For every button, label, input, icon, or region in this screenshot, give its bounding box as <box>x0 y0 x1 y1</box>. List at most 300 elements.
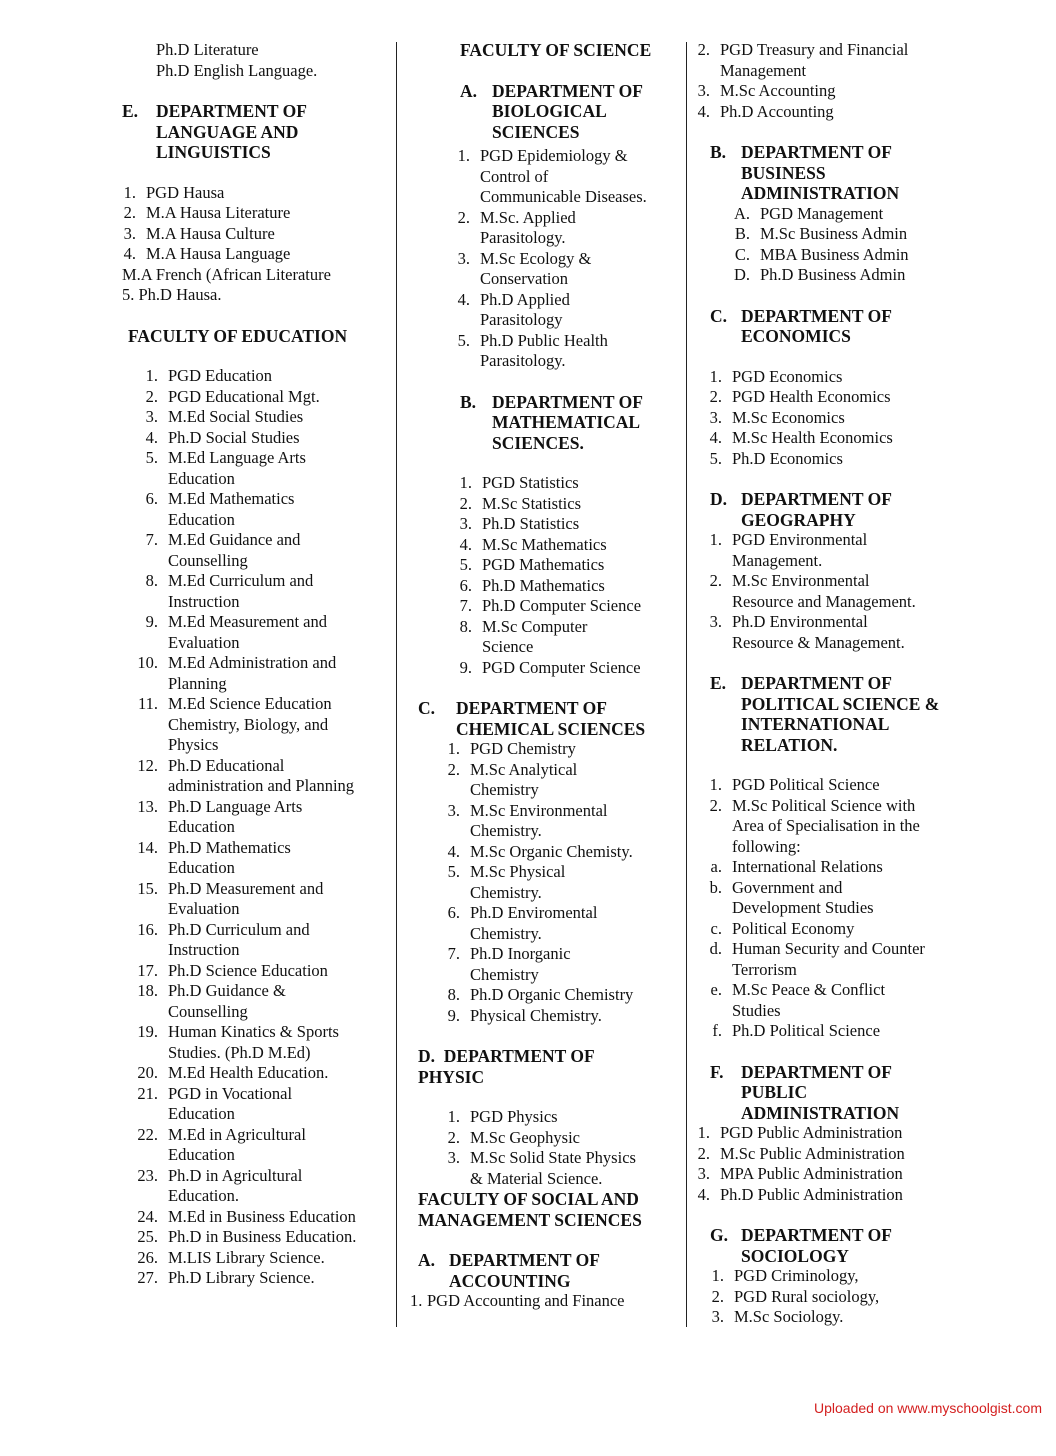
item-text: Political Economy <box>732 918 855 938</box>
item-text: M.Ed Language Arts Education <box>168 448 306 488</box>
column-divider-left <box>396 42 397 1327</box>
list-item <box>410 1128 675 1149</box>
item-number: 3. <box>709 612 722 631</box>
item-number: 1. <box>457 146 470 165</box>
list-item <box>122 183 387 204</box>
list-item <box>410 535 675 556</box>
list-item <box>696 1021 966 1042</box>
item-text: M.Ed in Business Education <box>168 1206 356 1226</box>
item-number: 4. <box>697 101 710 121</box>
item-number: 5. <box>145 448 158 467</box>
intro-line: Ph.D English Language. <box>156 60 318 80</box>
item-text: M.Sc Environmental Resource and Management. <box>732 571 916 611</box>
item-number: 5. <box>447 862 460 881</box>
item-number: 4. <box>123 244 136 263</box>
physic-program-list <box>410 1107 675 1189</box>
item-text: PGD Educational Mgt. <box>168 386 320 406</box>
list-item <box>410 944 675 985</box>
item-number: D. <box>733 265 750 284</box>
item-number: 1. <box>697 1123 710 1142</box>
item-number: 2. <box>709 387 722 406</box>
item-text: PGD Epidemiology & Control of Communicable Diseases. <box>480 146 647 206</box>
item-number: 3. <box>711 1307 724 1326</box>
list-item <box>696 224 966 245</box>
item-number: 2. <box>711 1286 724 1306</box>
list-item <box>410 494 675 515</box>
list-item <box>696 265 966 286</box>
list-item <box>122 981 387 1022</box>
item-text: Ph.D Mathematics Education <box>168 837 291 877</box>
item-number: 9. <box>459 657 472 677</box>
item-number: 3. <box>459 514 472 533</box>
item-number: 1. <box>447 739 460 758</box>
list-item <box>122 489 387 530</box>
list-item <box>122 920 387 961</box>
item-text: Ph.D in Business Education. <box>168 1227 357 1246</box>
public-admin-program-list <box>696 1123 966 1205</box>
item-text: M.Sc Organic Chemisty. <box>470 841 633 861</box>
list-item <box>410 842 675 863</box>
item-number: 1. <box>410 1291 423 1310</box>
list-item <box>410 473 675 494</box>
item-text: PGD Physics <box>470 1107 558 1126</box>
item-text: Ph.D Educational administration and Planning <box>168 755 355 795</box>
list-item <box>696 1123 966 1144</box>
intro-line: Ph.D Literature <box>156 40 259 59</box>
item-number: 2. <box>447 1127 460 1147</box>
list-item <box>696 408 966 429</box>
list-item <box>410 739 675 760</box>
dept-economics-heading: C. DEPARTMENT OF ECONOMICS <box>710 305 892 346</box>
political-science-program-list <box>696 775 966 1042</box>
item-text: M.Ed Curriculum and Instruction <box>168 571 314 611</box>
list-item <box>410 146 675 208</box>
item-number: 21. <box>137 1083 158 1103</box>
item-text: Ph.D Public Health Parasitology. <box>480 330 608 370</box>
column-3 <box>696 40 966 1328</box>
item-number: 2. <box>145 386 158 406</box>
item-number: 23. <box>137 1165 158 1185</box>
list-item: M.A French (African Literature <box>122 264 331 284</box>
list-item <box>122 612 387 653</box>
item-number: 4. <box>457 289 470 309</box>
item-number: 16. <box>137 919 158 939</box>
item-number: 4. <box>709 428 722 447</box>
list-item <box>122 571 387 612</box>
item-number: 5. <box>459 555 472 574</box>
list-item <box>696 367 966 388</box>
item-text: M.Ed Science Education Chemistry, Biology, and Physics <box>168 694 332 754</box>
item-text: Ph.D Environmental Resource & Management. <box>732 612 905 652</box>
chemical-program-list <box>410 739 675 1026</box>
item-text: M.Sc Accounting <box>720 81 836 100</box>
faculty-social-management-heading: FACULTY OF SOCIAL AND MANAGEMENT SCIENCES <box>418 1189 642 1230</box>
biological-program-list <box>410 146 675 372</box>
list-item <box>696 204 966 225</box>
item-text: Ph.D Business Admin <box>760 265 906 284</box>
item-text: M.Ed in Agricultural Education <box>168 1124 306 1164</box>
item-number: 19. <box>137 1022 158 1041</box>
item-text: M.Sc Mathematics <box>482 534 607 554</box>
list-item <box>696 878 966 919</box>
list-item <box>410 617 675 658</box>
item-text: Human Kinatics & Sports Studies. (Ph.D M.Ed) <box>168 1022 339 1062</box>
item-number: 6. <box>459 575 472 595</box>
dept-public-admin-heading: F. DEPARTMENT OF PUBLIC ADMINISTRATION <box>710 1061 900 1123</box>
item-number: 22. <box>137 1124 158 1144</box>
item-text: PGD Economics <box>732 366 843 386</box>
item-text: PGD Rural sociology, <box>734 1286 880 1306</box>
item-number: 3. <box>123 223 136 243</box>
item-text: Ph.D Social Studies <box>168 427 300 447</box>
column-divider-right <box>686 42 687 1327</box>
item-text: M.Sc Ecology & Conservation <box>480 248 592 288</box>
item-number: 4. <box>447 841 460 861</box>
item-text: M.Ed Guidance and Counselling <box>168 530 301 570</box>
intro-block <box>122 40 387 81</box>
item-number: 6. <box>447 903 460 922</box>
item-number: 1. <box>709 366 722 386</box>
mathematical-program-list <box>410 473 675 678</box>
dept-geography-heading: D. DEPARTMENT OF GEOGRAPHY <box>710 489 892 530</box>
item-number: 27. <box>137 1268 158 1287</box>
list-item <box>696 939 966 980</box>
item-number: 1. <box>145 366 158 385</box>
item-text: Ph.D Organic Chemistry <box>470 985 634 1004</box>
item-number: 4. <box>697 1184 710 1204</box>
item-text: Ph.D Curriculum and Instruction <box>168 919 310 959</box>
item-number: 2. <box>447 759 460 779</box>
item-number: 1. <box>709 775 722 794</box>
list-item <box>122 1166 387 1207</box>
dept-mathematical-heading: B. DEPARTMENT OF MATHEMATICAL SCIENCES. <box>460 391 643 453</box>
list-item <box>122 407 387 428</box>
list-item <box>696 796 966 858</box>
list-item <box>696 428 966 449</box>
accounting-program-list-continued <box>696 40 966 122</box>
item-text: M.Sc Physical Chemistry. <box>470 862 566 902</box>
list-item <box>122 448 387 489</box>
upload-credit: Uploaded on www.myschoolgist.com <box>814 1400 1042 1416</box>
list-item <box>696 102 966 123</box>
item-number: 8. <box>145 571 158 590</box>
item-text: Ph.D Statistics <box>482 514 580 533</box>
item-number: 2. <box>457 207 470 227</box>
list-item <box>410 658 675 679</box>
list-item <box>122 961 387 982</box>
list-item <box>410 1107 675 1128</box>
list-item <box>122 879 387 920</box>
item-text: PGD Public Administration <box>720 1123 903 1142</box>
item-text: Ph.D Applied Parasitology <box>480 289 570 329</box>
item-text: Ph.D Language Arts Education <box>168 796 303 836</box>
list-item <box>122 797 387 838</box>
item-text: M.Ed Health Education. <box>168 1063 329 1082</box>
item-number: 7. <box>459 596 472 615</box>
dept-business-admin-heading: B. DEPARTMENT OF BUSINESS ADMINISTRATION <box>710 142 900 203</box>
list-item <box>696 1185 966 1206</box>
item-number: 4. <box>145 427 158 447</box>
list-item <box>696 980 966 1021</box>
item-text: MBA Business Admin <box>760 244 909 264</box>
geography-program-list <box>696 530 966 653</box>
item-number: 5. <box>457 330 470 350</box>
faculty-science-heading: FACULTY OF SCIENCE <box>460 40 652 60</box>
list-item <box>696 775 966 796</box>
list-item <box>696 1266 966 1287</box>
item-text: M.Sc Economics <box>732 407 845 427</box>
list-item <box>122 653 387 694</box>
item-text: PGD Hausa <box>146 182 225 202</box>
item-number: 3. <box>457 248 470 268</box>
item-number: 26. <box>137 1247 158 1267</box>
item-number: a. <box>710 857 722 876</box>
item-number: 6. <box>145 489 158 508</box>
item-text: Ph.D Economics <box>732 448 843 468</box>
item-number: 13. <box>137 796 158 816</box>
item-text: PGD Management <box>760 203 884 223</box>
list-item <box>696 530 966 571</box>
item-number: 2. <box>697 40 710 59</box>
item-number: 5. <box>709 448 722 468</box>
list-item <box>696 1287 966 1308</box>
item-number: d. <box>709 939 722 958</box>
item-text: PGD Statistics <box>482 473 579 492</box>
item-number: 12. <box>137 755 158 775</box>
dept-accounting-heading: A. DEPARTMENT OF ACCOUNTING <box>418 1250 600 1291</box>
list-item <box>122 1063 387 1084</box>
item-number: 1. <box>711 1266 724 1285</box>
item-text: PGD Mathematics <box>482 555 605 574</box>
list-item <box>122 428 387 449</box>
list-item <box>410 903 675 944</box>
list-item <box>410 1148 675 1189</box>
item-number: 24. <box>137 1206 158 1226</box>
item-text: M.Sc Business Admin <box>760 224 908 243</box>
list-item <box>410 862 675 903</box>
list-item <box>122 366 387 387</box>
dept-chemical-heading: C. DEPARTMENT OF CHEMICAL SCIENCES <box>418 698 646 739</box>
item-text: Ph.D Enviromental Chemistry. <box>470 903 598 943</box>
item-number: A. <box>733 203 750 223</box>
item-number: 17. <box>137 960 158 980</box>
item-number: 3. <box>447 800 460 820</box>
item-text: M.Ed Social Studies <box>168 407 304 426</box>
list-item <box>696 612 966 653</box>
item-number: 9. <box>145 612 158 631</box>
item-number: 4. <box>459 534 472 554</box>
item-text: MPA Public Administration <box>720 1164 903 1183</box>
item-text: M.Sc Environmental Chemistry. <box>470 800 608 840</box>
dept-language-linguistics-heading: E. DEPARTMENT OF LANGUAGE AND LINGUISTICS <box>122 101 307 162</box>
list-item <box>410 760 675 801</box>
item-text: M.Ed Measurement and Evaluation <box>168 612 327 652</box>
item-number: C. <box>734 244 750 264</box>
item-text: M.Sc Sociology. <box>734 1307 844 1326</box>
item-number: 3. <box>697 1164 710 1183</box>
item-number: 10. <box>137 653 158 672</box>
item-number: 25. <box>137 1227 158 1246</box>
list-item <box>122 244 387 265</box>
list-item <box>410 1291 675 1312</box>
item-text: Ph.D Inorganic Chemistry <box>470 944 571 984</box>
item-text: PGD Accounting and Finance <box>427 1291 625 1310</box>
item-text: M.Sc Analytical Chemistry <box>470 759 578 799</box>
list-item <box>410 801 675 842</box>
item-text: M.A Hausa Literature <box>146 203 291 222</box>
item-text: PGD Political Science <box>732 775 880 794</box>
item-text: PGD Criminology, <box>734 1266 859 1285</box>
item-text: Physical Chemistry. <box>470 1005 602 1025</box>
list-item <box>410 331 675 372</box>
list-item <box>122 530 387 571</box>
list-item <box>122 1125 387 1166</box>
list-item <box>122 838 387 879</box>
item-text: Ph.D Mathematics <box>482 575 605 595</box>
item-text: M.Sc. Applied Parasitology. <box>480 207 576 247</box>
item-text: M.Sc Peace & Conflict Studies <box>732 980 886 1020</box>
item-text: Ph.D Computer Science <box>482 596 642 615</box>
list-item <box>410 576 675 597</box>
list-item <box>696 245 966 266</box>
item-number: 1. <box>459 473 472 492</box>
list-item <box>122 1084 387 1125</box>
dept-sociology-heading: G. DEPARTMENT OF SOCIOLOGY <box>710 1225 892 1266</box>
item-number: B. <box>734 224 750 243</box>
list-item <box>410 290 675 331</box>
item-number: 3. <box>709 407 722 427</box>
list-item <box>122 1248 387 1269</box>
list-item <box>696 857 966 878</box>
item-number: 2. <box>123 203 136 222</box>
item-text: M.Sc Political Science with Area of Specialisation in the following: <box>732 795 920 856</box>
economics-program-list <box>696 367 966 470</box>
item-number: 7. <box>145 530 158 549</box>
item-number: e. <box>710 980 722 999</box>
list-item <box>696 40 966 81</box>
list-item <box>410 596 675 617</box>
item-text: M.Sc Statistics <box>482 493 582 513</box>
item-text: Ph.D Science Education <box>168 960 328 980</box>
list-item <box>410 249 675 290</box>
item-number: 9. <box>447 1005 460 1025</box>
list-item <box>122 756 387 797</box>
education-program-list <box>122 366 387 1289</box>
item-text: Ph.D in Agricultural Education. <box>168 1165 303 1205</box>
list-item: 5. Ph.D Hausa. <box>122 285 222 304</box>
list-item <box>122 1207 387 1228</box>
accounting-program-list <box>410 1291 675 1312</box>
item-text: International Relations <box>732 857 883 876</box>
business-program-list <box>696 204 966 286</box>
list-item <box>122 694 387 756</box>
item-number: 11. <box>137 694 158 713</box>
item-text: M.Sc Public Administration <box>720 1143 905 1163</box>
item-text: PGD Chemistry <box>470 739 576 758</box>
sociology-program-list <box>696 1266 966 1328</box>
item-text: Ph.D Accounting <box>720 101 834 121</box>
list-item <box>410 514 675 535</box>
item-number: 14. <box>137 837 158 857</box>
item-number: 2. <box>709 571 722 590</box>
item-text: Government and Development Studies <box>732 877 874 917</box>
list-item <box>696 571 966 612</box>
list-item <box>696 449 966 470</box>
list-item <box>122 203 387 224</box>
item-text: Ph.D Measurement and Evaluation <box>168 878 324 918</box>
item-number: 2. <box>709 795 722 815</box>
list-item <box>122 224 387 245</box>
list-item <box>696 1144 966 1165</box>
item-text: PGD in Vocational Education <box>168 1083 293 1123</box>
list-item <box>696 919 966 940</box>
list-item <box>122 1268 387 1289</box>
item-text: PGD Environmental Management. <box>732 530 868 570</box>
item-text: M.A Hausa Language <box>146 244 291 263</box>
item-number: 1. <box>447 1107 460 1126</box>
item-text: PGD Health Economics <box>732 387 891 406</box>
item-number: f. <box>712 1021 722 1040</box>
item-number: 15. <box>137 878 158 898</box>
item-text: PGD Education <box>168 366 273 385</box>
list-item <box>410 985 675 1006</box>
list-item <box>410 208 675 249</box>
list-item <box>696 387 966 408</box>
item-number: b. <box>709 877 722 897</box>
list-item <box>696 1307 966 1328</box>
item-text: Ph.D Library Science. <box>168 1268 315 1287</box>
item-text: M.LIS Library Science. <box>168 1247 325 1267</box>
item-text: M.Sc Geophysic <box>470 1127 580 1147</box>
list-item <box>410 1006 675 1027</box>
item-text: M.Sc Solid State Physics & Material Science. <box>470 1148 636 1188</box>
list-item <box>696 1164 966 1185</box>
item-number: 3. <box>697 81 710 100</box>
item-number: 18. <box>137 981 158 1000</box>
list-item <box>122 387 387 408</box>
item-text: M.Sc Computer Science <box>482 616 588 656</box>
column-1 <box>122 40 387 1289</box>
item-number: 3. <box>447 1148 460 1167</box>
item-number: 1. <box>709 530 722 549</box>
item-text: PGD Computer Science <box>482 657 641 677</box>
dept-physic-heading: D. DEPARTMENT OF PHYSIC <box>418 1046 595 1087</box>
item-number: 2. <box>697 1143 710 1163</box>
item-number: 20. <box>137 1063 158 1082</box>
dept-political-science-heading: E. DEPARTMENT OF POLITICAL SCIENCE & INTERNATIONAL RELATION. <box>710 673 940 755</box>
item-text: PGD Treasury and Financial Management <box>720 40 909 80</box>
faculty-education-heading: FACULTY OF EDUCATION <box>128 325 348 346</box>
list-item <box>122 1227 387 1248</box>
item-text: Ph.D Political Science <box>732 1021 881 1040</box>
language-program-list <box>122 183 387 265</box>
item-text: Ph.D Public Administration <box>720 1184 903 1204</box>
item-text: Ph.D Guidance & Counselling <box>168 981 286 1021</box>
item-number: 8. <box>459 616 472 636</box>
column-2 <box>410 40 675 1312</box>
item-number: 3. <box>145 407 158 426</box>
item-text: M.Ed Mathematics Education <box>168 489 295 529</box>
list-item <box>696 81 966 102</box>
item-text: Human Security and Counter Terrorism <box>732 939 925 979</box>
item-number: 8. <box>447 985 460 1004</box>
dept-biological-heading: A. DEPARTMENT OF BIOLOGICAL SCIENCES <box>460 80 643 142</box>
item-text: M.Sc Health Economics <box>732 428 893 447</box>
item-number: c. <box>710 918 722 938</box>
item-text: M.Ed Administration and Planning <box>168 653 337 693</box>
item-number: 2. <box>459 493 472 513</box>
list-item <box>122 1022 387 1063</box>
